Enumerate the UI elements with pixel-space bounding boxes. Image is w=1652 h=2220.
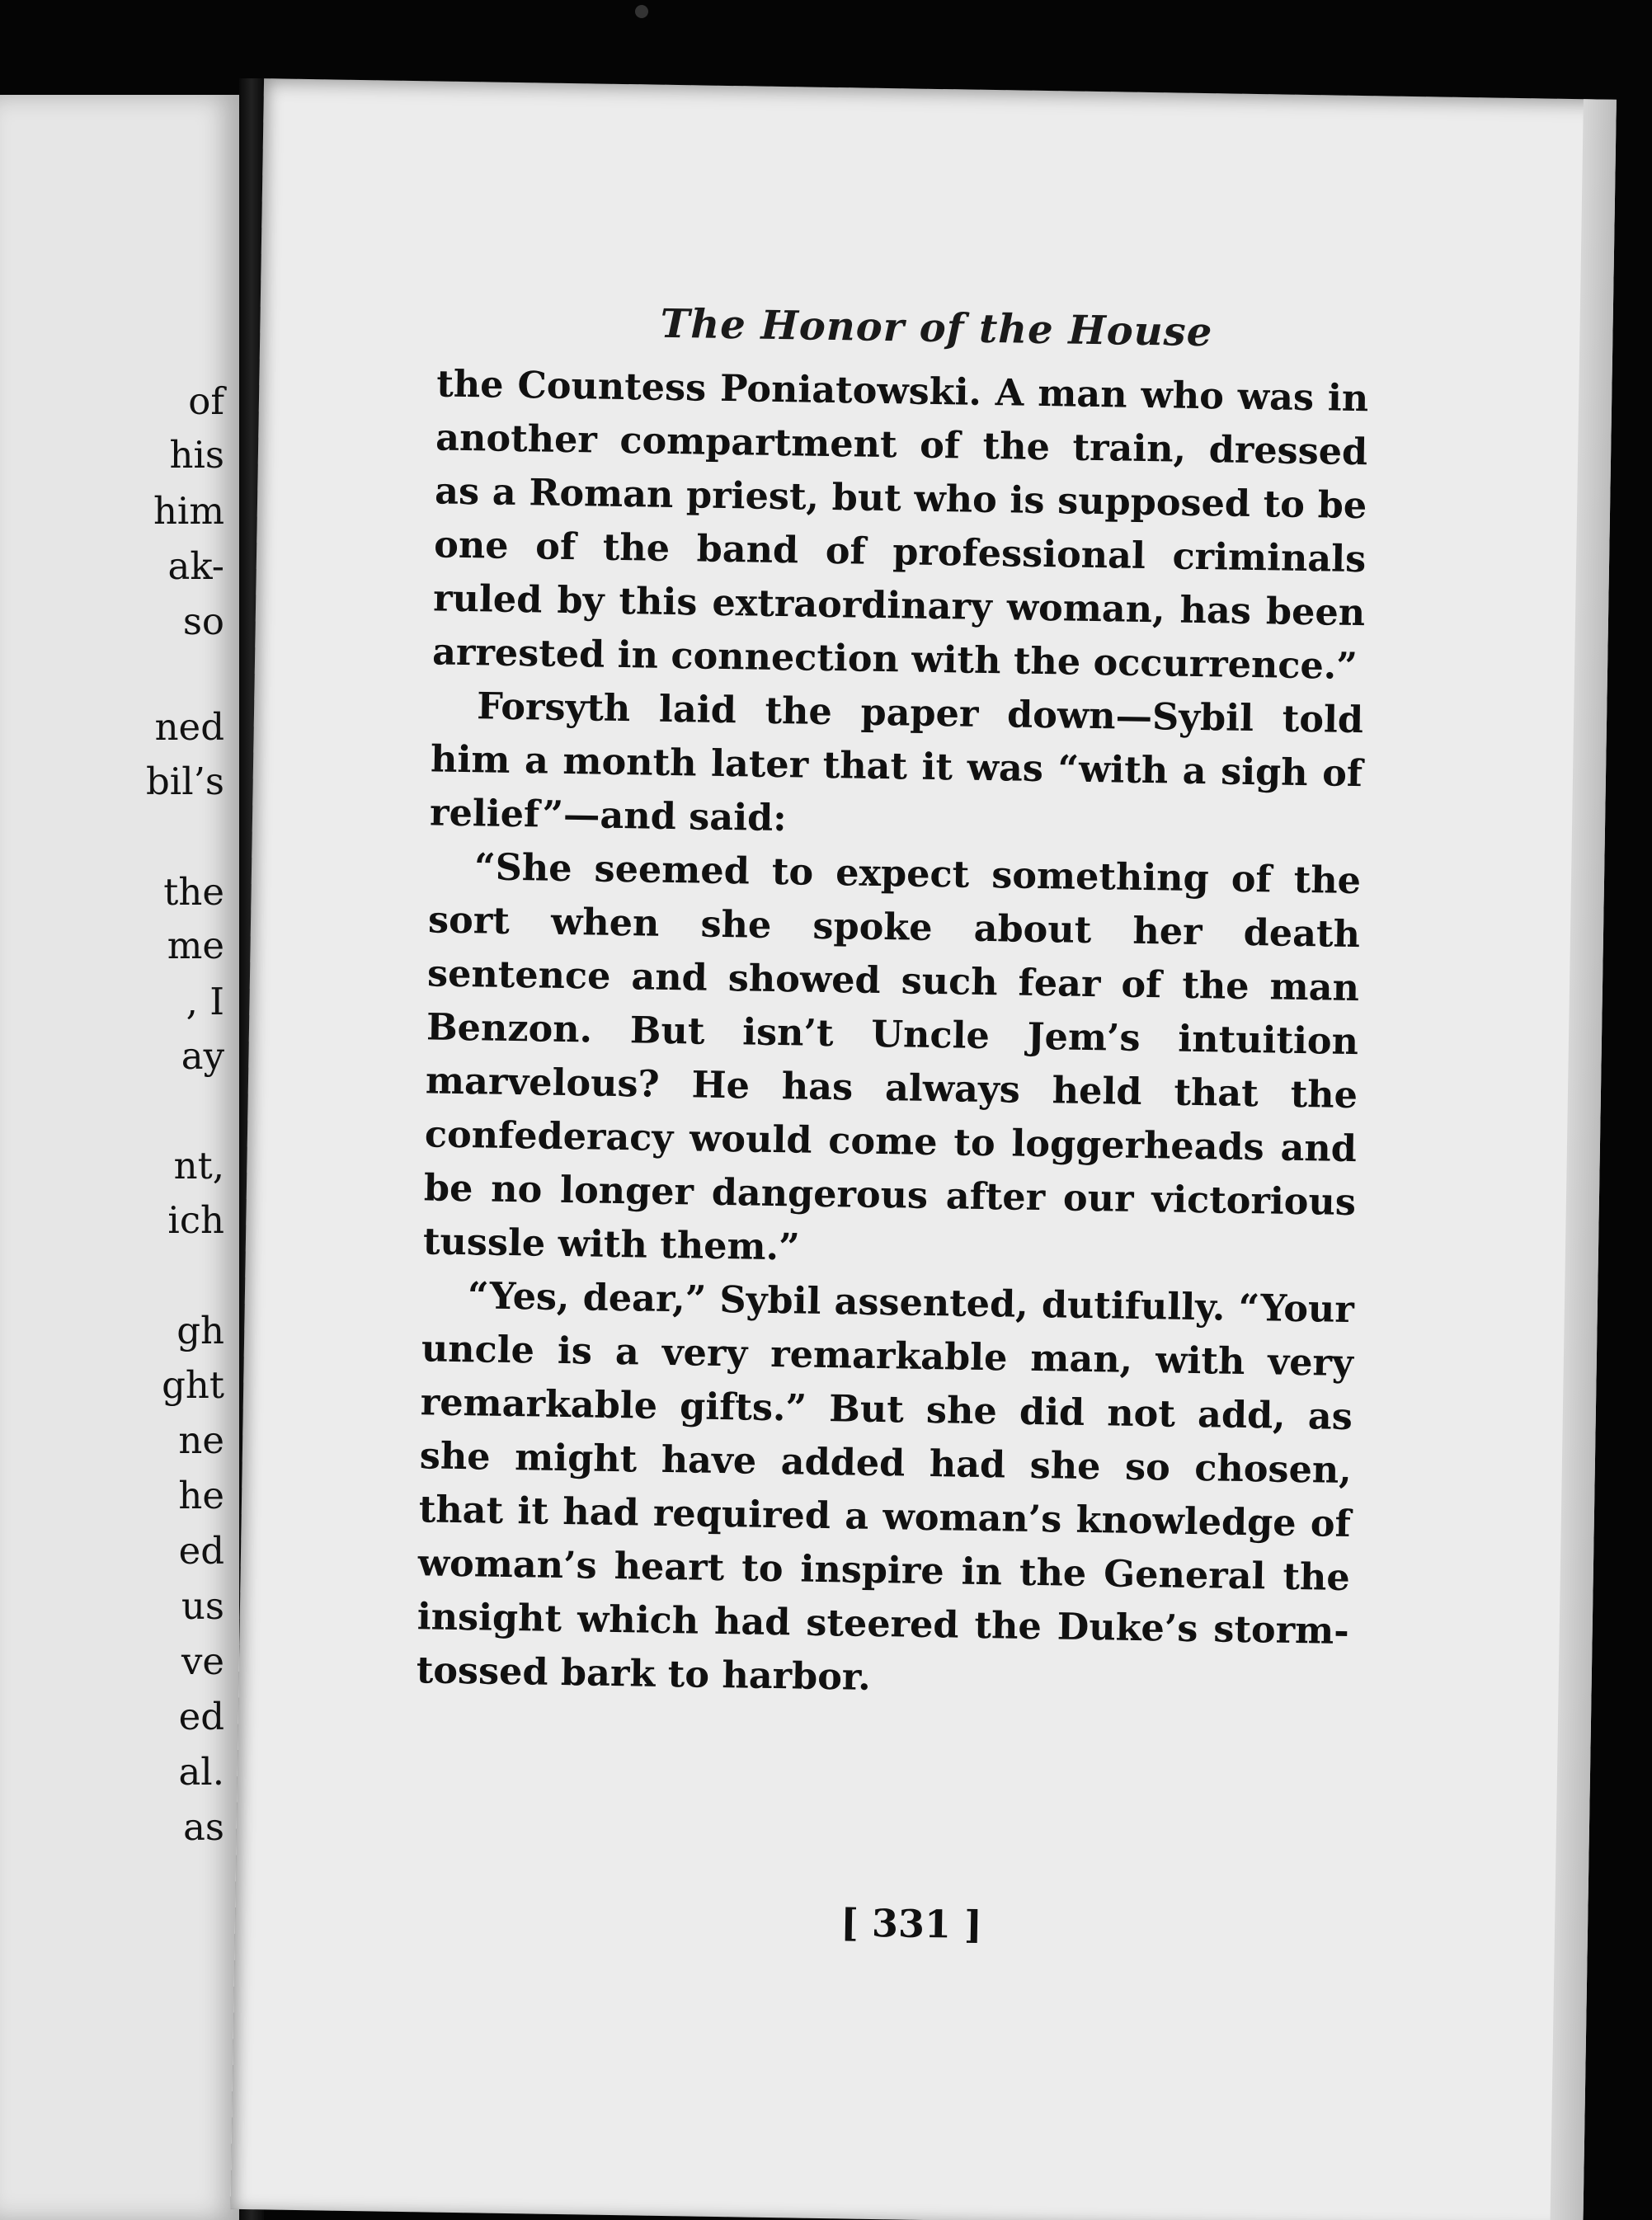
- left-line-fragment: his: [169, 433, 224, 477]
- left-line-fragment: us: [181, 1584, 224, 1628]
- left-line-fragment: , I: [186, 980, 224, 1023]
- left-line-fragment: ne: [178, 1418, 224, 1462]
- paragraph: “Yes, dear,” Sybil assented, dutifully. “Your uncle is a very remarkable man, with very remarkable gifts.” But she did not add, as she might have added had she so chosen, that it had required a woman’s knowledge of woman’s heart to inspire in the General the insight which had steered the Duke’s storm-tossed bark to harbor.: [416, 1274, 1355, 1699]
- left-line-fragment: ay: [181, 1034, 224, 1078]
- body-text: [416, 357, 1368, 1712]
- left-line-fragment: nt,: [173, 1144, 224, 1188]
- left-line-fragment: ak-: [167, 544, 224, 588]
- paragraph: Forsyth laid the paper down—Sybil told him a month later that it was “with a sigh of relief”—and said:: [429, 684, 1364, 840]
- left-line-fragment: ich: [167, 1198, 224, 1242]
- left-line-fragment: ed: [178, 1695, 224, 1738]
- left-line-fragment: him: [153, 489, 224, 533]
- page-number: [ 331 ]: [840, 1900, 983, 1948]
- left-line-fragment: bil’s: [146, 760, 224, 803]
- running-head: The Honor of the House: [660, 300, 1213, 356]
- right-page: [231, 78, 1617, 2220]
- left-line-fragment: ve: [181, 1639, 224, 1683]
- scan-artifact: [635, 5, 648, 18]
- paragraph: “She seemed to expect something of the sort when she spoke about her death sentence and showed such fear of the man Benzon. But isn’t Uncle Jem’s intuition marvelous? He has always held that the confederacy would come to loggerheads and be no longer dangerous after our victorious tussle with them.”: [422, 845, 1362, 1269]
- left-line-fragment: ed: [178, 1529, 224, 1573]
- paragraph: the Countess Poniatowski. A man who was in another compartment of the train, dressed as a Roman priest, but who is supposed to be one of the band of professional criminals ruled by this extraordinary woman, has been arrested in connection with the occurrence.”: [431, 362, 1369, 689]
- left-line-fragment: he: [178, 1474, 224, 1517]
- left-line-fragment: the: [163, 870, 224, 914]
- left-line-fragment: gh: [176, 1309, 224, 1352]
- page-edge: [1550, 99, 1617, 2220]
- left-facing-page: [0, 95, 239, 2220]
- left-line-fragment: ned: [154, 705, 224, 749]
- left-line-fragment: al.: [178, 1750, 224, 1794]
- left-line-fragment: so: [182, 600, 224, 643]
- left-line-fragment: as: [183, 1805, 224, 1849]
- left-line-fragment: ght: [162, 1363, 224, 1407]
- left-line-fragment: me: [167, 924, 224, 967]
- left-line-fragment: of: [188, 379, 224, 423]
